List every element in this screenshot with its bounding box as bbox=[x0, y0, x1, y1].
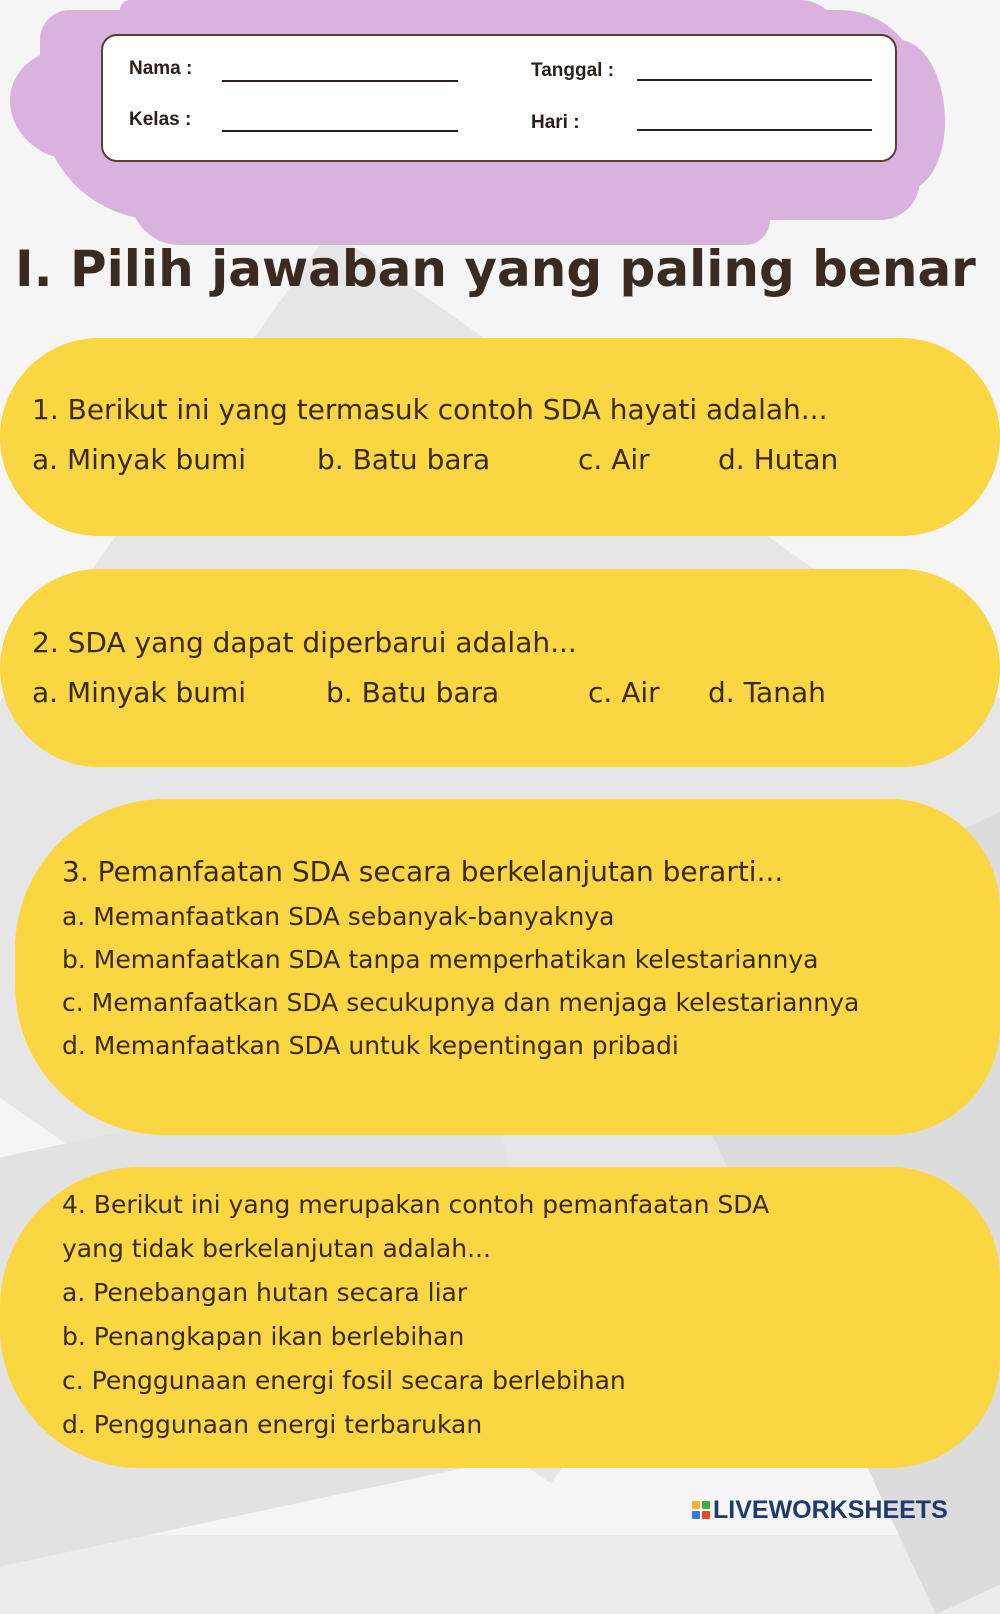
question-3-option-d[interactable]: d. Memanfaatkan SDA untuk kepentingan pribadi bbox=[62, 1031, 679, 1060]
question-1-option-a[interactable]: a. Minyak bumi bbox=[32, 443, 247, 476]
logo-text: LIVEWORKSHEETS bbox=[713, 1495, 948, 1524]
nama-field[interactable] bbox=[222, 80, 458, 82]
liveworksheets-logo bbox=[692, 1495, 948, 1525]
question-4-option-c[interactable]: c. Penggunaan energi fosil secara berlebihan bbox=[62, 1366, 626, 1395]
question-2-option-d[interactable]: d. Tanah bbox=[708, 676, 826, 709]
tanggal-field[interactable] bbox=[637, 79, 872, 81]
question-4-text-line-1: 4. Berikut ini yang merupakan contoh pemanfaatan SDA bbox=[62, 1190, 770, 1219]
question-4-text-line-2: yang tidak berkelanjutan adalah... bbox=[62, 1234, 491, 1263]
section-title: I. Pilih jawaban yang paling benar bbox=[15, 240, 976, 298]
question-2-text: 2. SDA yang dapat diperbarui adalah... bbox=[32, 626, 577, 659]
question-4-option-a[interactable]: a. Penebangan hutan secara liar bbox=[62, 1278, 468, 1307]
question-1-option-c[interactable]: c. Air bbox=[578, 443, 650, 476]
kelas-label: Kelas : bbox=[129, 109, 192, 130]
question-3-option-a[interactable]: a. Memanfaatkan SDA sebanyak-banyaknya bbox=[62, 902, 615, 931]
question-2-option-b[interactable]: b. Batu bara bbox=[326, 676, 500, 709]
question-3-option-b[interactable]: b. Memanfaatkan SDA tanpa memperhatikan kelestariannya bbox=[62, 945, 819, 974]
logo-icon bbox=[692, 1501, 710, 1519]
hari-label: Hari : bbox=[531, 112, 580, 133]
tanggal-label: Tanggal : bbox=[531, 60, 615, 81]
question-4-option-b[interactable]: b. Penangkapan ikan berlebihan bbox=[62, 1322, 465, 1351]
nama-label: Nama : bbox=[129, 58, 193, 79]
kelas-field[interactable] bbox=[222, 130, 458, 132]
question-box-1 bbox=[0, 338, 1000, 536]
question-box-2 bbox=[0, 569, 1000, 767]
question-1-option-b[interactable]: b. Batu bara bbox=[317, 443, 491, 476]
question-4-option-d[interactable]: d. Penggunaan energi terbarukan bbox=[62, 1410, 483, 1439]
brush-stroke bbox=[130, 195, 770, 245]
question-3-option-c[interactable]: c. Memanfaatkan SDA secukupnya dan menjaga kelestariannya bbox=[62, 988, 860, 1017]
question-2-option-a[interactable]: a. Minyak bumi bbox=[32, 676, 247, 709]
question-2-option-c[interactable]: c. Air bbox=[588, 676, 660, 709]
question-1-option-d[interactable]: d. Hutan bbox=[718, 443, 839, 476]
question-1-text: 1. Berikut ini yang termasuk contoh SDA hayati adalah... bbox=[32, 393, 828, 426]
student-info-card bbox=[101, 34, 897, 162]
hari-field[interactable] bbox=[637, 129, 872, 131]
question-3-text: 3. Pemanfaatan SDA secara berkelanjutan berarti... bbox=[62, 855, 784, 888]
